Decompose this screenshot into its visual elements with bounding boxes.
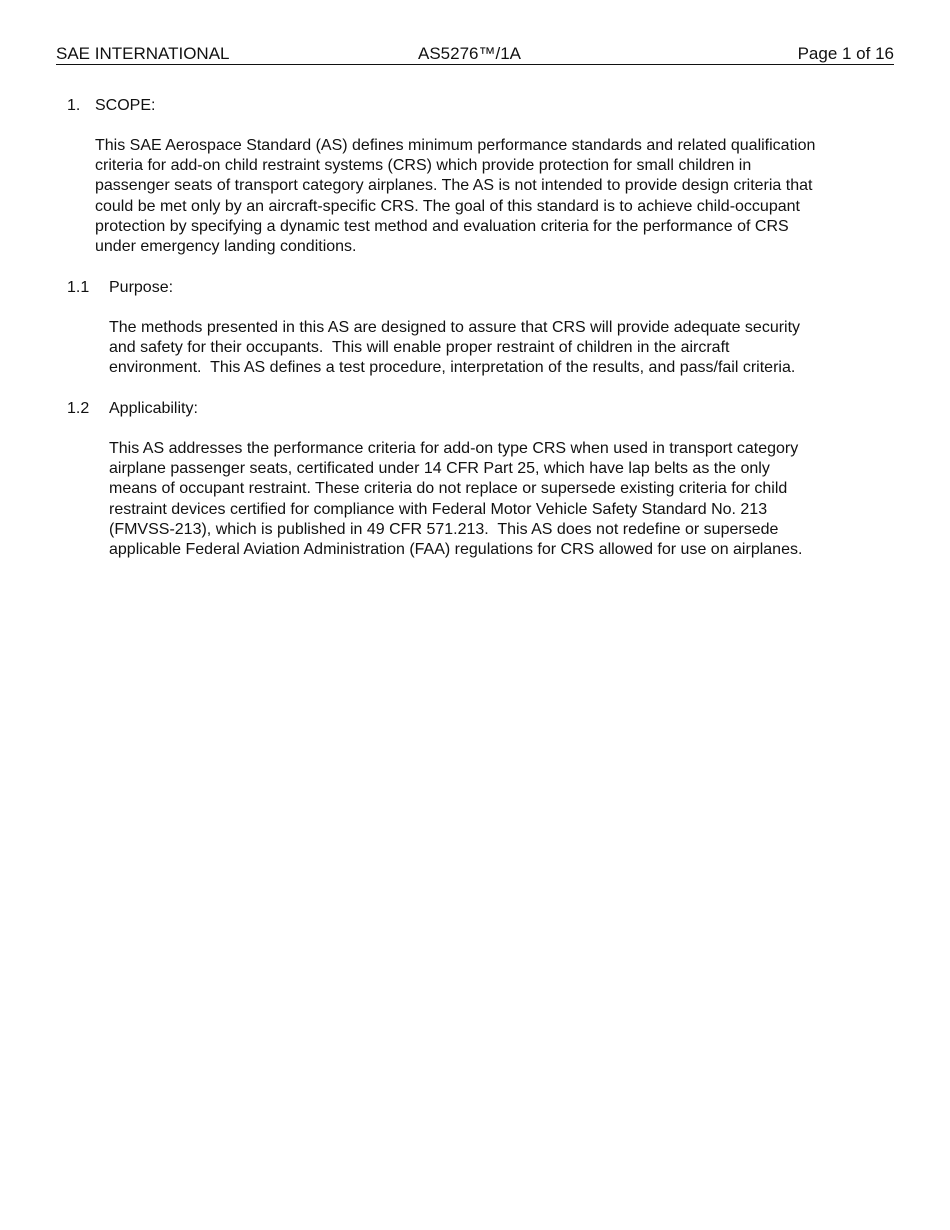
paragraph-line: environment. This AS defines a test procedure, interpretation of the results, and pass/fail criteria. (109, 359, 796, 377)
paragraph-line: airplane passenger seats, certificated under 14 CFR Part 25, which have lap belts as the only (109, 460, 770, 478)
paragraph-line: means of occupant restraint. These criteria do not replace or supersede existing criteria for child (109, 480, 788, 498)
paragraph-line: applicable Federal Aviation Administration (FAA) regulations for CRS allowed for use on airplanes. (109, 541, 803, 559)
section-title: Purpose: (109, 279, 174, 296)
section-title: Applicability: (109, 400, 198, 417)
paragraph-line: passenger seats of transport category airplanes. The AS is not intended to provide design criteria that (95, 177, 813, 195)
section-number: 1.1 (67, 279, 90, 296)
paragraph-line: (FMVSS-213), which is published in 49 CFR 571.213. This AS does not redefine or supersede (109, 520, 779, 538)
header-organization: SAE INTERNATIONAL (56, 44, 230, 63)
section-number: 1.2 (67, 400, 90, 417)
paragraph-purpose (109, 318, 800, 379)
paragraph-line: could be met only by an aircraft-specific CRS. The goal of this standard is to achieve child-occupant (95, 197, 800, 215)
section-title: SCOPE: (95, 97, 156, 114)
paragraph-line: The methods presented in this AS are designed to assure that CRS will provide adequate security (109, 319, 801, 336)
paragraph-line: criteria for add-on child restraint systems (CRS) which provide protection for small children in (95, 157, 752, 175)
header-document-number: AS5276™/1A (418, 44, 522, 63)
section-number: 1. (67, 97, 81, 114)
header-page-number: Page 1 of 16 (797, 44, 894, 63)
paragraph-line: under emergency landing conditions. (95, 238, 357, 256)
section-heading-applicability (67, 399, 267, 419)
paragraph-line: restraint devices certified for compliance with Federal Motor Vehicle Safety Standard No. 213 (109, 500, 768, 518)
paragraph-line: protection by specifying a dynamic test method and evaluation criteria for the performance of CRS (95, 217, 789, 235)
section-heading-scope (67, 96, 267, 116)
page-header (56, 44, 894, 65)
section-heading-purpose (67, 278, 267, 298)
paragraph-applicability (109, 439, 802, 560)
paragraph-line: and safety for their occupants. This will enable proper restraint of children in the aircraft (109, 339, 730, 357)
paragraph-scope (95, 136, 815, 257)
paragraph-line: This SAE Aerospace Standard (AS) defines minimum performance standards and related qualification (95, 137, 816, 154)
paragraph-line: This AS addresses the performance criteria for add-on type CRS when used in transport category (109, 440, 799, 457)
